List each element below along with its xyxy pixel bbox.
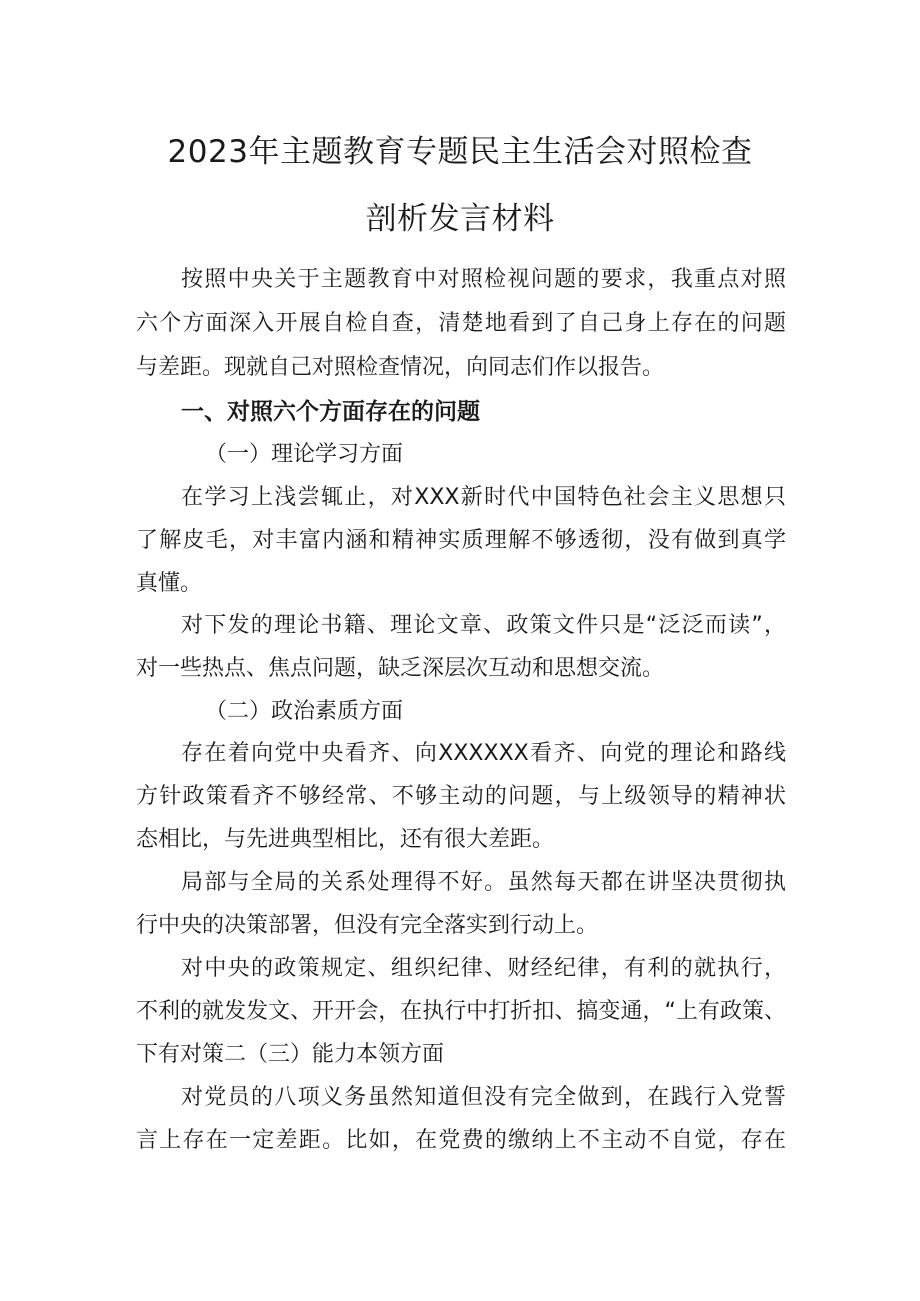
paragraph-line: 行中央的决策部署，但没有完全落实到行动上。	[136, 913, 599, 938]
paragraph-line: 言上存在一定差距。比如，在党费的缴纳上不主动不自觉，存在	[136, 1128, 786, 1153]
paragraph-line: 对党员的八项义务虽然知道但没有完全做到，在践行入党誓	[181, 1085, 786, 1110]
section-heading: 一、对照六个方面存在的问题	[181, 399, 480, 425]
paragraph-line: 方针政策看齐不够经常、不够主动的问题，与上级领导的精神状	[136, 784, 786, 809]
paragraph-line: 与差距。现就自己对照检查情况，向同志们作以报告。	[136, 355, 665, 380]
document-title-line-2: 剖析发言材料	[365, 201, 555, 237]
paragraph-line: 态相比，与先进典型相比，还有很大差距。	[136, 827, 555, 852]
paragraph-line: 真懂。	[136, 571, 203, 596]
paragraph-line: 存在着向党中央看齐、向XXXXXX看齐、向党的理论和路线	[181, 741, 786, 766]
paragraph-line: 了解皮毛，对丰富内涵和精神实质理解不够透彻，没有做到真学	[136, 528, 786, 553]
paragraph-line: 对一些热点、焦点问题，缺乏深层次互动和思想交流。	[136, 656, 665, 681]
subsection-heading: （二）政治素质方面	[205, 699, 404, 724]
paragraph-line: 下有对策二（三）能力本领方面	[136, 1042, 445, 1067]
subsection-heading: （一）理论学习方面	[205, 442, 404, 467]
document-title-line-1: 2023年主题教育专题民主生活会对照检查	[167, 134, 753, 170]
paragraph-line: 六个方面深入开展自检自查，清楚地看到了自己身上存在的问题	[136, 311, 786, 336]
paragraph-line: 局部与全局的关系处理得不好。虽然每天都在讲坚决贯彻执	[181, 870, 786, 895]
paragraph-line: 对中央的政策规定、组织纪律、财经纪律，有利的就执行，	[181, 956, 786, 981]
paragraph-line: 按照中央关于主题教育中对照检视问题的要求，我重点对照	[181, 267, 786, 292]
paragraph-line: 在学习上浅尝辄止，对XXX新时代中国特色社会主义思想只	[181, 485, 786, 510]
paragraph-line: 对下发的理论书籍、理论文章、政策文件只是“泛泛而读”，	[181, 613, 786, 638]
paragraph-line: 不利的就发发文、开开会，在执行中打折扣、搞变通，“上有政策、	[136, 999, 786, 1024]
